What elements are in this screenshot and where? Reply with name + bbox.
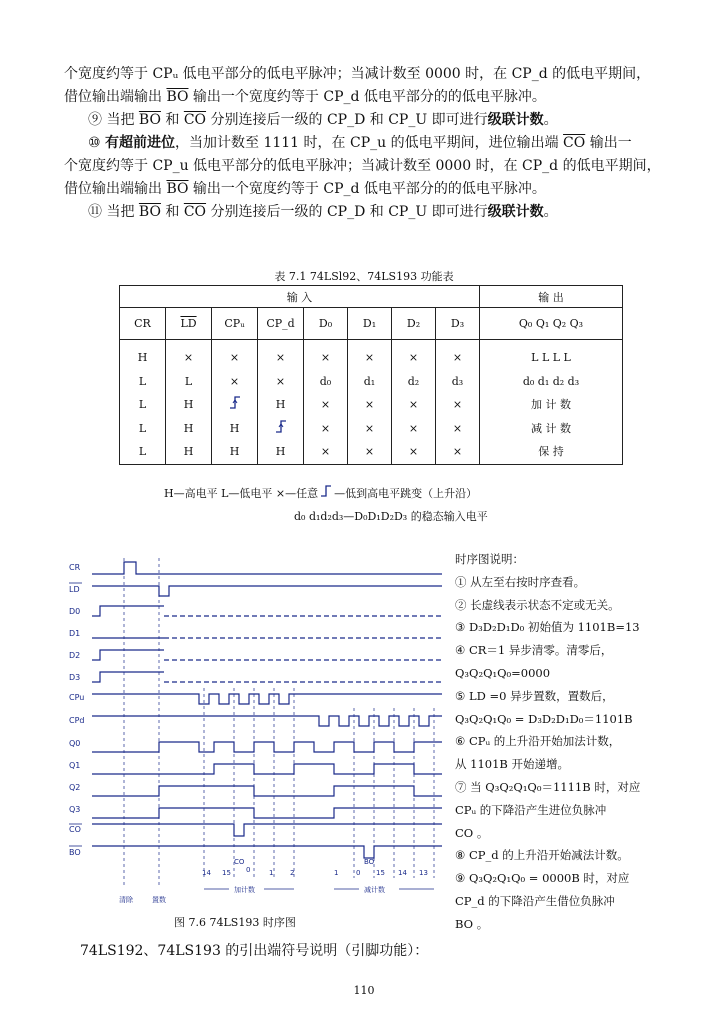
col-header: D₂ [392, 308, 436, 340]
paragraph-continued [64, 63, 668, 224]
signal-label-d0: D0 [69, 607, 81, 616]
signal-label-q1: Q1 [69, 761, 81, 770]
figure-caption: 图 7.6 74LS193 时序图 [174, 916, 296, 929]
timing-explanation [455, 548, 670, 936]
count-label: 1 [334, 869, 339, 877]
bottom-heading: 74LS192、74LS193 的引出端符号说明（引脚功能）： [80, 943, 429, 959]
signal-label-cpu: CPu [69, 693, 85, 702]
col-header: $\overline{LD}$ [166, 308, 212, 340]
rising-edge-icon [258, 417, 303, 441]
line-10c: 借位输出端输出 $\overline{BO}$ 输出一个宽度约等于 CP_d 低电平部分的的低电平脉冲。 [64, 181, 546, 197]
signal-label-cpd: CPd [69, 716, 85, 725]
table-notes [164, 483, 488, 524]
page-number: 110 [353, 984, 375, 997]
explain-item: ③ D₃D₂D₁D₀ 初始值为 1101B=13 [455, 620, 640, 635]
cell-d2: × d₂ × × × [392, 340, 436, 465]
count-label: 14 [398, 869, 407, 877]
phase-load: 置数 [152, 896, 166, 904]
signal-label-q2: Q2 [69, 783, 81, 792]
bo-overline-text: $\overline{BO}$ [166, 89, 189, 105]
phase-clear: 清除 [119, 896, 133, 904]
bo-marker: BO [364, 858, 375, 866]
signal-label-d2: D2 [69, 651, 81, 660]
rising-edge-icon [212, 393, 257, 417]
count-label: 13 [419, 869, 428, 877]
signal-label-d3: D3 [69, 673, 81, 682]
cell-ld: × L H H H [166, 340, 212, 465]
explain-item: ② 长虚线表示状态不定或无关。 [455, 597, 620, 612]
signal-label-bo: BO [69, 848, 81, 857]
line-2: 借位输出端输出 $\overline{BO}$ 输出一个宽度约等于 CP_d 低电平部分的的低电平脉冲。 [64, 89, 546, 105]
col-header: D₃ [436, 308, 480, 340]
cell-d1: × d₁ × × × [348, 340, 392, 465]
line-1: 个宽度约等于 CPᵤ 低电平部分的低电平脉冲；当减计数至 0000 时，在 CP_d 的低电平期间， [64, 66, 651, 82]
explain-item: ① 从左至右按时序查看。 [455, 574, 586, 589]
signal-label-ld: LD [69, 585, 80, 594]
cell-d0: × d₀ × × × [304, 340, 348, 465]
cell-q: L L L L d₀ d₁ d₂ d₃ 加 计 数 减 计 数 保 持 [480, 340, 623, 465]
explain-item: BO 。 [455, 916, 489, 931]
explain-item: Q₃Q₂Q₁Q₀=0000 [455, 665, 551, 680]
col-header: CPᵤ [212, 308, 258, 340]
explain-item: ⑦ 当 Q₃Q₂Q₁Q₀＝1111B 时，对应 [455, 779, 641, 794]
cell-cpd: × × H H [258, 340, 304, 465]
item-10: ⑩ 有超前进位，当加计数至 1111 时，在 CP_u 的低电平期间，进位输出端 $\overline{CO}$ 输出一 [88, 135, 632, 151]
phase-down: 减计数 [364, 886, 385, 894]
col-header: CR [120, 308, 166, 340]
timing-diagram [64, 558, 449, 929]
signal-label-cr: CR [69, 563, 81, 572]
explain-item: CP_d 的下降沿产生借位负脉冲 [455, 893, 615, 908]
col-header: D₁ [348, 308, 392, 340]
item-9: ⑨ 当把 $\overline{BO}$ 和 $\overline{CO}$ 分别连接后一级的 CP_D 和 CP_U 即可进行级联计数。 [88, 112, 558, 128]
col-header: CP_d [258, 308, 304, 340]
co-marker: CO [234, 858, 245, 866]
explain-item: ⑥ CPᵤ 的上升沿开始加法计数， [455, 734, 621, 749]
explain-item: CPᵤ 的下降沿产生进位负脉冲 [455, 802, 607, 817]
table-caption: 表 7.1 74LSl92、74LS193 功能表 [274, 270, 454, 283]
count-label: 0 [356, 869, 361, 877]
item-11: ⑪ 当把 $\overline{BO}$ 和 $\overline{CO}$ 分别连接后一级的 CP_D 和 CP_U 即可进行级联计数。 [88, 204, 558, 220]
output-group-header: 输 出 [480, 286, 623, 308]
legend-line-1: H—高电平 L—低电平 ×—任意 —低到高电平跳变（上升沿） [164, 483, 488, 502]
signal-label-d1: D1 [69, 629, 81, 638]
explain-item: Q₃Q₂Q₁Q₀ = D₃D₂D₁D₀＝1101B [455, 711, 633, 726]
explain-item: ⑨ Q₃Q₂Q₁Q₀ = 0000B 时，对应 [455, 871, 630, 886]
count-label: 14 [202, 869, 211, 877]
explain-title: 时序图说明： [455, 552, 524, 566]
count-label: 2 [290, 869, 295, 877]
count-label: 15 [222, 869, 231, 877]
explain-item: CO 。 [455, 825, 489, 840]
rising-edge-icon [318, 483, 334, 502]
col-header: Q₀ Q₁ Q₂ Q₃ [480, 308, 623, 340]
explain-item: ⑧ CP_d 的上升沿开始减法计数。 [455, 848, 629, 863]
explain-item: ⑤ LD =0 异步置数，置数后， [455, 688, 614, 703]
line-10b: 个宽度约等于 CP_u 低电平部分的低电平脉冲；当减计数至 0000 时，在 CP_d 的低电平期间， [64, 158, 661, 174]
col-header: D₀ [304, 308, 348, 340]
count-label: 1 [269, 869, 274, 877]
explain-item: ④ CR＝1 异步清零。清零后， [455, 643, 613, 658]
cell-cr: H L L L L [120, 340, 166, 465]
cell-d3: × d₃ × × × [436, 340, 480, 465]
signal-label-co: CO [69, 825, 81, 834]
count-label: 0 [246, 866, 251, 874]
signal-label-q3: Q3 [69, 805, 81, 814]
signal-label-q0: Q0 [69, 739, 81, 748]
count-label: 15 [376, 869, 385, 877]
function-table [119, 285, 623, 465]
timing-svg [64, 558, 449, 908]
explain-item: 从 1101B 开始递增。 [455, 757, 570, 772]
cell-cpu: × × H H [212, 340, 258, 465]
phase-up: 加计数 [234, 886, 255, 894]
input-group-header: 输 入 [120, 286, 480, 308]
legend-line-2: d₀ d₁d₂d₃—D₀D₁D₂D₃ 的稳态输入电平 [294, 510, 488, 523]
